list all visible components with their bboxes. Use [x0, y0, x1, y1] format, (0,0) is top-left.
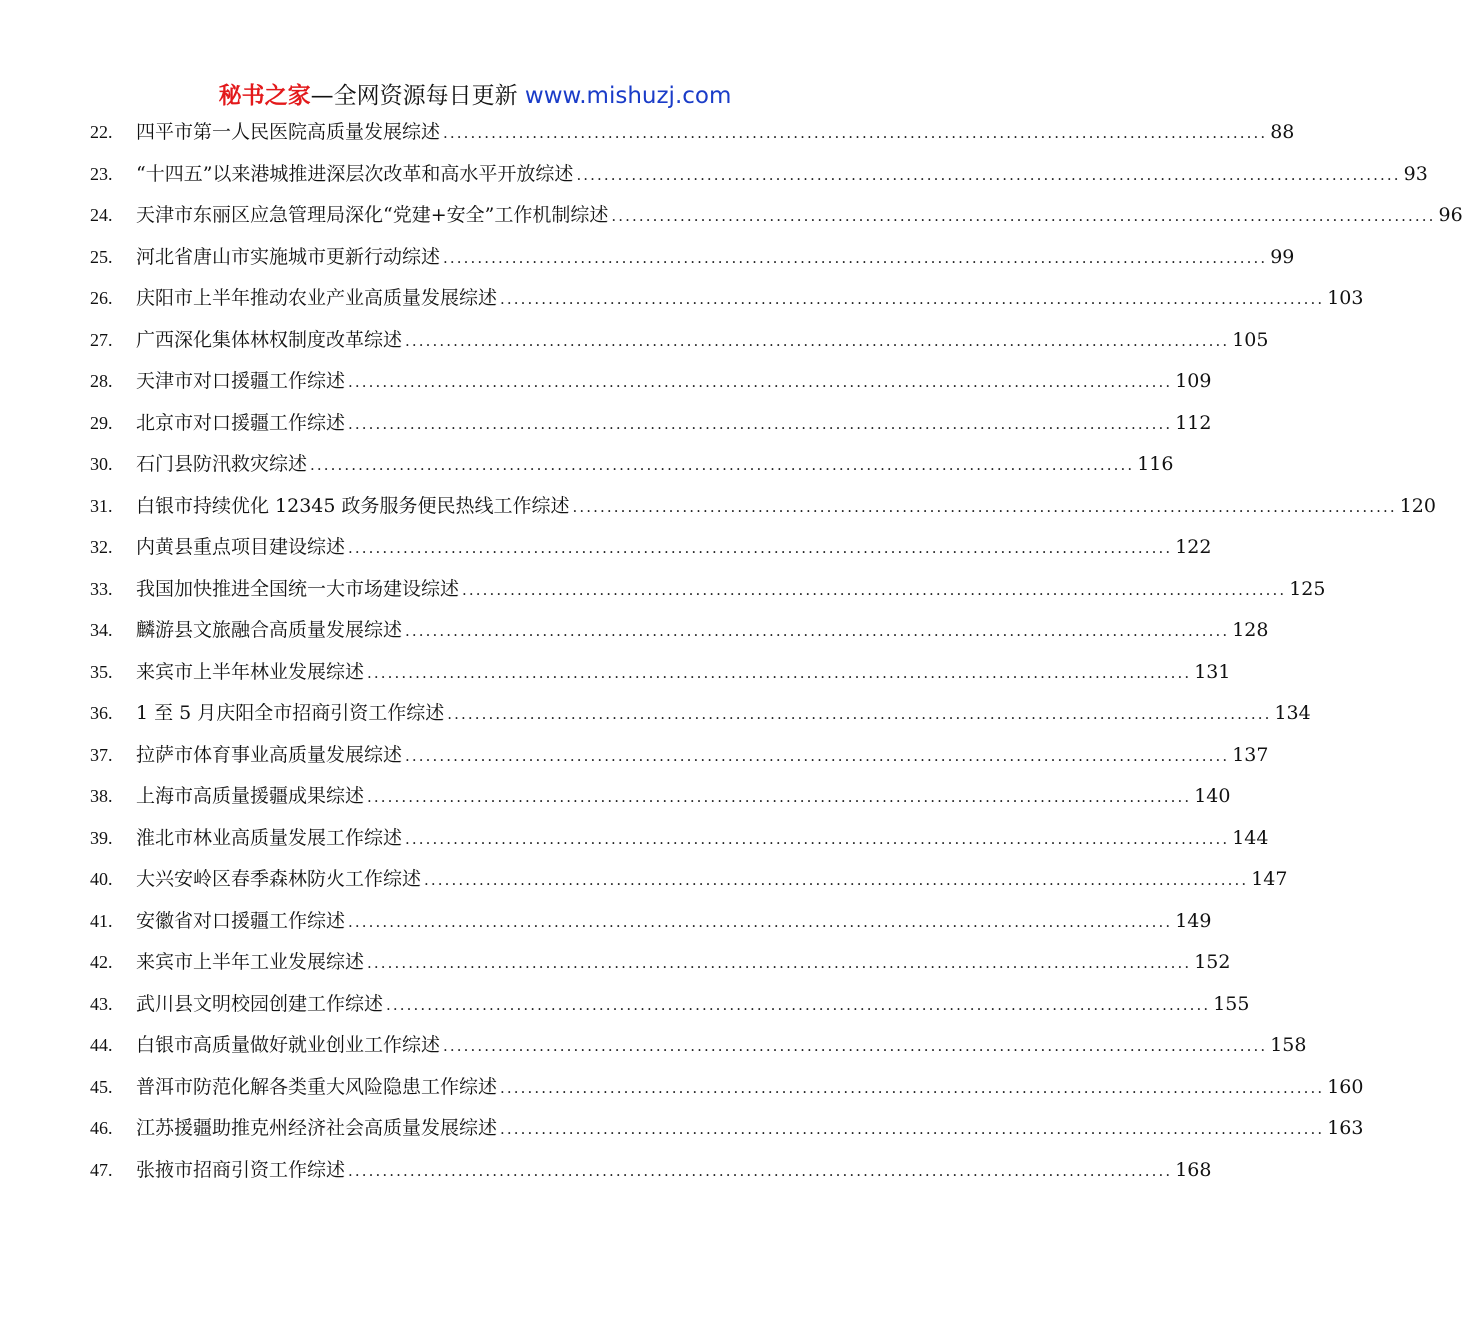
toc-entry[interactable]: [90, 944, 1231, 986]
toc-entry-page-number: 134: [1274, 702, 1311, 724]
toc-entry[interactable]: [90, 446, 1174, 488]
toc-entry-page-number: 155: [1213, 992, 1250, 1015]
toc-entry-page-number: 160: [1327, 1075, 1364, 1098]
toc-entry-number: 36.: [90, 703, 113, 723]
toc-entry-page-number: 128: [1232, 619, 1269, 641]
toc-entry[interactable]: [90, 903, 1212, 945]
toc-entry-page-number: 116: [1137, 453, 1174, 475]
toc-entry[interactable]: [90, 1027, 1307, 1069]
toc-entry-number: 25.: [90, 246, 113, 267]
toc-dot-leader: ........................................................................................................................: [447, 705, 1272, 723]
toc-entry-number: 29.: [90, 412, 113, 433]
toc-dot-leader: ........................................................................................................................: [443, 248, 1268, 267]
toc-entry-number: 39.: [90, 827, 113, 848]
header-tagline: —全网资源每日更新: [310, 83, 525, 109]
toc-dot-leader: ........................................................................................................................: [405, 829, 1230, 848]
toc-entry[interactable]: [90, 612, 1269, 654]
toc-entry-title: 四平市第一人民医院高质量发展综述: [136, 121, 441, 143]
toc-dot-leader: ........................................................................................................................: [500, 290, 1325, 308]
toc-entry-title: 1 至 5 月庆阳全市招商引资工作综述: [136, 702, 445, 724]
toc-entry-number: 33.: [90, 578, 113, 599]
toc-entry-number: 45.: [90, 1076, 113, 1097]
toc-dot-leader: ........................................................................................................................: [611, 207, 1436, 225]
toc-dot-leader: ........................................................................................................................: [386, 995, 1211, 1014]
toc-entry-title: 来宾市上半年林业发展综述: [136, 660, 365, 683]
toc-entry[interactable]: [90, 778, 1231, 820]
toc-entry-page-number: 144: [1232, 826, 1269, 849]
toc-entry-title: 石门县防汛救灾综述: [136, 453, 308, 475]
toc-entry-number: 43.: [90, 993, 113, 1014]
toc-entry[interactable]: [90, 571, 1326, 613]
toc-dot-leader: ........................................................................................................................: [348, 414, 1173, 433]
toc-entry-page-number: 137: [1232, 743, 1269, 766]
toc-entry-page-number: 168: [1175, 1158, 1212, 1181]
toc-entry[interactable]: [90, 114, 1295, 156]
toc-entry[interactable]: [90, 737, 1269, 779]
toc-entry-number: 47.: [90, 1159, 113, 1180]
toc-entry-title: 庆阳市上半年推动农业产业高质量发展综述: [136, 287, 498, 309]
toc-entry-number: 31.: [90, 495, 113, 516]
toc-dot-leader: ........................................................................................................................: [424, 871, 1249, 889]
toc-entry-title: “十四五”以来港城推进深层次改革和高水平开放综述: [136, 162, 574, 185]
toc-dot-leader: ........................................................................................................................: [443, 124, 1268, 142]
toc-entry-number: 23.: [90, 163, 113, 184]
toc-entry-number: 24.: [90, 205, 113, 225]
toc-entry-number: 46.: [90, 1118, 113, 1138]
toc-entry-page-number: 99: [1270, 245, 1295, 268]
toc-dot-leader: ........................................................................................................................: [500, 1120, 1325, 1138]
toc-entry-title: 河北省唐山市实施城市更新行动综述: [136, 245, 441, 268]
toc-entry-page-number: 96: [1438, 204, 1463, 226]
toc-entry[interactable]: [90, 197, 1463, 239]
toc-entry-page-number: 122: [1175, 536, 1212, 558]
toc-dot-leader: ........................................................................................................................: [367, 663, 1192, 682]
toc-entry-title: 来宾市上半年工业发展综述: [136, 951, 365, 973]
toc-entry-page-number: 152: [1194, 951, 1231, 973]
toc-entry-title: 大兴安岭区春季森林防火工作综述: [136, 868, 422, 890]
toc-entry-number: 30.: [90, 454, 113, 474]
toc-dot-leader: ........................................................................................................................: [405, 622, 1230, 640]
toc-entry-page-number: 147: [1251, 868, 1288, 890]
toc-entry-number: 38.: [90, 786, 113, 806]
toc-entry[interactable]: [90, 529, 1212, 571]
toc-entry-title: 拉萨市体育事业高质量发展综述: [136, 743, 403, 766]
toc-entry-title: 北京市对口援疆工作综述: [136, 411, 346, 434]
toc-entry[interactable]: [90, 405, 1212, 447]
toc-dot-leader: ........................................................................................................................: [462, 580, 1287, 599]
toc-entry[interactable]: [90, 322, 1269, 364]
toc-entry-title: 麟游县文旅融合高质量发展综述: [136, 619, 403, 641]
toc-entry[interactable]: [90, 1152, 1212, 1194]
toc-entry-number: 42.: [90, 952, 113, 972]
toc-entry[interactable]: [90, 239, 1295, 281]
toc-entry-title: 白银市持续优化 12345 政务服务便民热线工作综述: [136, 494, 570, 517]
header-brand: 秘书之家: [218, 83, 311, 109]
toc-entry-page-number: 131: [1194, 660, 1231, 683]
toc-entry-title: 安徽省对口援疆工作综述: [136, 909, 346, 932]
toc-dot-leader: ........................................................................................................................: [348, 912, 1173, 931]
toc-entry-number: 34.: [90, 620, 113, 640]
toc-entry-page-number: 149: [1175, 909, 1212, 932]
toc-entry[interactable]: [90, 280, 1364, 322]
toc-entry-number: 26.: [90, 288, 113, 308]
toc-entry-title: 我国加快推进全国统一大市场建设综述: [136, 577, 460, 600]
toc-entry-number: 37.: [90, 744, 113, 765]
toc-entry-title: 天津市对口援疆工作综述: [136, 370, 346, 392]
toc-entry[interactable]: [90, 861, 1288, 903]
toc-entry-number: 27.: [90, 329, 113, 350]
table-of-contents: [90, 114, 1463, 1193]
toc-dot-leader: ........................................................................................................................: [443, 1037, 1268, 1055]
toc-entry-page-number: 88: [1270, 121, 1295, 143]
toc-entry-number: 28.: [90, 371, 113, 391]
toc-dot-leader: ........................................................................................................................: [572, 497, 1397, 516]
toc-entry-page-number: 163: [1327, 1117, 1364, 1139]
toc-entry-title: 内黄县重点项目建设综述: [136, 536, 346, 558]
toc-entry-page-number: 109: [1175, 370, 1212, 392]
toc-entry-title: 淮北市林业高质量发展工作综述: [136, 826, 403, 849]
page-header: [0, 80, 950, 112]
toc-dot-leader: ........................................................................................................................: [576, 165, 1401, 184]
toc-dot-leader: ........................................................................................................................: [348, 1161, 1173, 1180]
toc-entry-number: 32.: [90, 537, 113, 557]
toc-entry[interactable]: [90, 156, 1428, 198]
toc-entry-page-number: 112: [1175, 411, 1212, 434]
toc-entry[interactable]: [90, 363, 1212, 405]
toc-entry[interactable]: [90, 1069, 1364, 1111]
toc-entry[interactable]: [90, 1110, 1364, 1152]
toc-entry-number: 40.: [90, 869, 113, 889]
toc-entry-page-number: 103: [1327, 287, 1364, 309]
toc-entry-page-number: 105: [1232, 328, 1269, 351]
toc-entry[interactable]: [90, 695, 1311, 737]
header-url-link[interactable]: www.mishuzj.com: [524, 83, 732, 109]
toc-entry[interactable]: [90, 820, 1269, 862]
toc-entry-title: 江苏援疆助推克州经济社会高质量发展综述: [136, 1117, 498, 1139]
toc-entry-title: 白银市高质量做好就业创业工作综述: [136, 1034, 441, 1056]
toc-entry-page-number: 93: [1403, 162, 1428, 185]
toc-dot-leader: ........................................................................................................................: [348, 539, 1173, 557]
toc-dot-leader: ........................................................................................................................: [405, 331, 1230, 350]
toc-entry-number: 44.: [90, 1035, 113, 1055]
toc-entry-title: 张掖市招商引资工作综述: [136, 1158, 346, 1181]
toc-entry-page-number: 120: [1399, 494, 1436, 517]
toc-entry-number: 41.: [90, 910, 113, 931]
toc-entry-title: 天津市东丽区应急管理局深化“党建+安全”工作机制综述: [136, 204, 609, 226]
toc-entry-page-number: 158: [1270, 1034, 1307, 1056]
toc-dot-leader: ........................................................................................................................: [310, 456, 1135, 474]
toc-dot-leader: ........................................................................................................................: [500, 1078, 1325, 1097]
toc-entry-page-number: 140: [1194, 785, 1231, 807]
toc-entry-title: 普洱市防范化解各类重大风险隐患工作综述: [136, 1075, 498, 1098]
toc-entry-number: 22.: [90, 122, 113, 142]
toc-entry[interactable]: [90, 986, 1250, 1028]
toc-entry-title: 广西深化集体林权制度改革综述: [136, 328, 403, 351]
toc-dot-leader: ........................................................................................................................: [348, 373, 1173, 391]
toc-entry[interactable]: [90, 654, 1231, 696]
toc-dot-leader: ........................................................................................................................: [367, 788, 1192, 806]
toc-entry-title: 上海市高质量援疆成果综述: [136, 785, 365, 807]
toc-dot-leader: ........................................................................................................................: [405, 746, 1230, 765]
toc-entry-title: 武川县文明校园创建工作综述: [136, 992, 384, 1015]
toc-entry[interactable]: [90, 488, 1436, 530]
toc-entry-number: 35.: [90, 661, 113, 682]
toc-entry-page-number: 125: [1289, 577, 1326, 600]
toc-dot-leader: ........................................................................................................................: [367, 954, 1192, 972]
